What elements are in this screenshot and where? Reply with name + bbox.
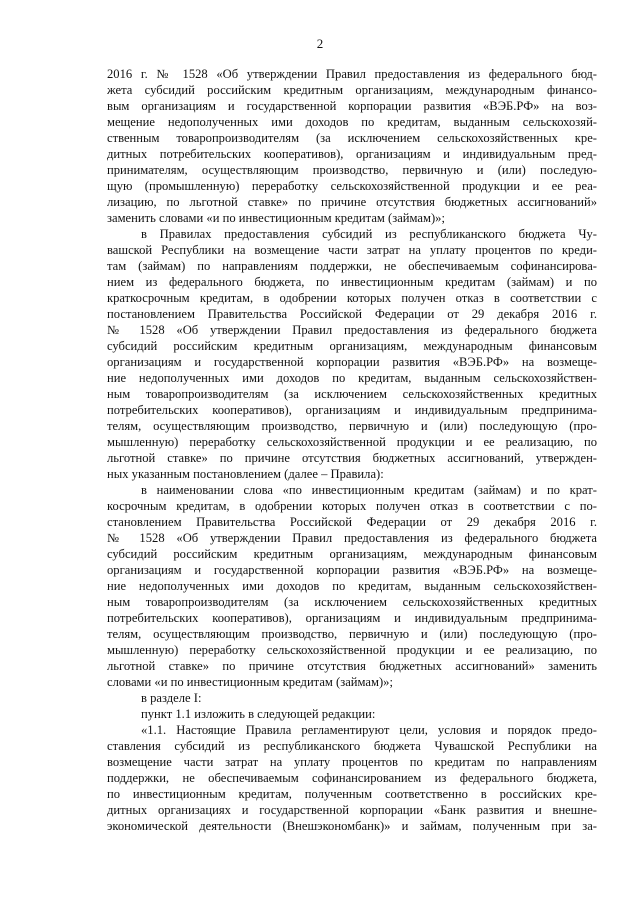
text-line: словами «и по инвестиционным кредитам (займам)»; <box>107 675 393 689</box>
text-line: «1.1. Настоящие Правила регламентируют цели, условия и порядок предо- <box>141 723 597 737</box>
paragraph <box>107 226 597 482</box>
text-line: мышленную) переработку сельскохозяйственной продукции и ее реализацию, по <box>107 643 597 657</box>
text-line: принимателям, осуществляющим производство, первичную и (или) последую- <box>107 163 597 177</box>
text-line: ние недополученных ими доходов по кредитам, выданным сельскохозяйствен- <box>107 371 597 385</box>
text-line: пункт 1.1 изложить в следующей редакции: <box>141 707 376 721</box>
paragraph <box>107 66 597 226</box>
text-line: становлением Правительства Российской Федерации от 29 декабря 2016 г. <box>107 515 597 529</box>
text-line: № 1528 «Об утверждении Правил предоставления из федерального бюджета <box>107 323 597 337</box>
text-line: вым организациям и государственной корпорации развития «ВЭБ.РФ» на воз- <box>107 99 597 113</box>
text-line: в Правилах предоставления субсидий из республиканского бюджета Чу- <box>141 227 597 241</box>
text-line: ставления субсидий из республиканского бюджета Чувашской Республики на <box>107 739 597 753</box>
text-line: ных указанным постановлением (далее – Правила): <box>107 467 384 481</box>
text-line: в разделе I: <box>141 691 202 705</box>
text-line: ным товаропроизводителям (за исключением сельскохозяйственных кредитных <box>107 387 597 401</box>
paragraph <box>107 722 597 834</box>
text-line: лизацию, по льготной ставке» по причине отсутствия бюджетных ассигнований» <box>107 195 597 209</box>
text-line: краткосрочным кредитам, в одобрении которых получен отказ в соответствии с <box>107 291 597 305</box>
text-line: косрочным кредитам, в одобрении которых получен отказ в соответствии с по- <box>107 499 597 513</box>
text-line: дитных организациях и государственной корпорации «Банк развития и внешне- <box>107 803 597 817</box>
text-line: льготной ставке» по причине отсутствия бюджетных ассигнований» заменить <box>107 659 597 673</box>
text-line: организациям и государственной корпорации развития «ВЭБ.РФ» на возмеще- <box>107 355 597 369</box>
text-line: организациям и государственной корпорации развития «ВЭБ.РФ» на возмеще- <box>107 563 597 577</box>
text-line: телям, осуществляющим производство, первичную и (или) последующую (про- <box>107 419 597 433</box>
text-line: телям, осуществляющим производство, первичную и (или) последующую (про- <box>107 627 597 641</box>
text-line: постановлением Правительства Российской Федерации от 29 декабря 2016 г. <box>107 307 597 321</box>
text-line: ние недополученных ими доходов по кредитам, выданным сельскохозяйствен- <box>107 579 597 593</box>
text-line: ственным товаропроизводителям (за исключением сельскохозяйственных кре- <box>107 131 597 145</box>
text-line: ным товаропроизводителям (за исключением сельскохозяйственных кредитных <box>107 595 597 609</box>
text-line: поддержки, не обеспечиваемым софинансированием из федерального бюджета, <box>107 771 597 785</box>
text-line: субсидий российским кредитным организациям, международным финансовым <box>107 547 597 561</box>
document-body <box>107 66 597 834</box>
text-line: щую (промышленную) переработку сельскохозяйственной продукции и ее реа- <box>107 179 597 193</box>
text-line: там (займам) по направлениям поддержки, не обеспечиваемым софинансирова- <box>107 259 597 273</box>
text-line: заменить словами «и по инвестиционным кредитам (займам)»; <box>107 211 445 225</box>
text-line: по инвестиционным кредитам, полученным соответственно в российских кре- <box>107 787 597 801</box>
text-line: субсидий российским кредитным организациям, международным финансовым <box>107 339 597 353</box>
text-line: возмещение части затрат на уплату процентов по кредитам по направлениям <box>107 755 597 769</box>
text-line: вашской Республики на возмещение части затрат на уплату процентов по креди- <box>107 243 597 257</box>
paragraph <box>107 706 597 722</box>
text-line: нием из федерального бюджета, по инвестиционным кредитам (займам) и по <box>107 275 597 289</box>
text-line: в наименовании слова «по инвестиционным кредитам (займам) и по крат- <box>141 483 597 497</box>
text-line: мещение недополученных ими доходов по кредитам, выданным сельскохозяй- <box>107 115 597 129</box>
text-line: жета субсидий российским кредитным организациям, международным финансо- <box>107 83 597 97</box>
paragraph <box>107 482 597 690</box>
text-line: дитных потребительских кооперативов), организациям и индивидуальным пред- <box>107 147 597 161</box>
text-line: потребительских кооперативов), организациям и индивидуальным предпринима- <box>107 611 597 625</box>
text-line: 2016 г. № 1528 «Об утверждении Правил предоставления из федерального бюд- <box>107 67 597 81</box>
paragraph <box>107 690 597 706</box>
text-line: мышленную) переработку сельскохозяйственной продукции и ее реализацию, по <box>107 435 597 449</box>
text-line: потребительских кооперативов), организациям и индивидуальным предпринима- <box>107 403 597 417</box>
page-number: 2 <box>316 36 324 51</box>
text-line: № 1528 «Об утверждении Правил предоставления из федерального бюджета <box>107 531 597 545</box>
text-line: экономической деятельности (Внешэкономбанк)» и займам, полученным при за- <box>107 819 597 833</box>
text-line: льготной ставке» по причине отсутствия бюджетных ассигнований, утвержден- <box>107 451 597 465</box>
